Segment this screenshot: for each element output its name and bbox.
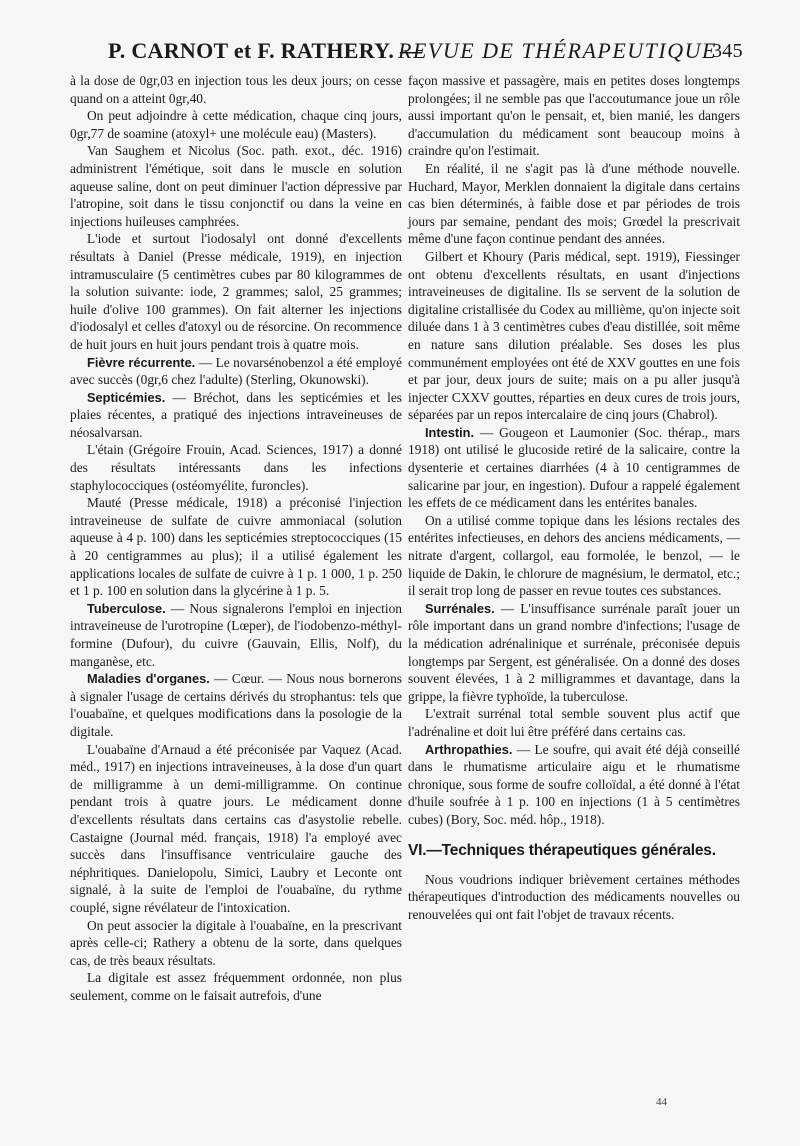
paragraph	[70, 600, 402, 670]
paragraph	[408, 72, 740, 160]
paragraph	[70, 354, 402, 389]
run-in-heading: Intestin.	[425, 424, 475, 440]
paragraph-text: On a utilisé comme topique dans les lésions rectales des entérites infectieuses, en dehors des anciens médicaments, — nitrate d'argent, collargol, eau formolée, le benzol, — le liquide de Dakin, le chlorure de magnésium, le dermatol, etc.; il serait trop long de passer en revue toutes ces substances.	[408, 512, 740, 599]
paragraph-text: — Nous signalerons l'emploi en injection intraveineuse de l'urotropine (Lœper), de l'iodobenzo-méthyl-formine (Dufour), du cuivre (Gauvain, Ellis, Nolf), du manganèse, etc.	[70, 600, 402, 669]
run-in-heading: Fièvre récurrente.	[87, 354, 196, 370]
paragraph	[408, 871, 740, 924]
paragraph-text: L'iode et surtout l'iodosalyl ont donné d'excellents résultats à Daniel (Presse médicale, 1919), en injection intramusculaire (5 centimètres cubes par 80 kilogrammes de la solution suivante: iode, 2 grammes; salol, 25 grammes; huile d'olive 100 grammes). On fait alterner les injections d'iodosalyl et celles d'atoxyl ou de résorcine. On recommence de huit jours en huit jours pendant trois à quatre mois.	[70, 231, 402, 352]
paragraph	[408, 741, 740, 829]
paragraph-text: En réalité, il ne s'agit pas là d'une méthode nouvelle. Huchard, Mayor, Merklen donnaient la digitale dans certains cas bien déterminés, à faible dose et par périodes de trois jours par semaine, pendant des mois; Grœdel la prescrivait même d'une façon continue pendant des années.	[408, 160, 740, 247]
paragraph-text: Van Saughem et Nicolus (Soc. path. exot., déc. 1916) administrent l'émétique, soit dans le muscle en solution aqueuse saline, dont on peut diminuer l'action dépressive par l'atropine, soit dans le tissu conjonctif ou dans la veine en injections huileuses camphrées.	[70, 143, 402, 229]
paragraph-text: La digitale est assez fréquemment ordonnée, non plus seulement, comme on le faisait autrefois, d'une	[70, 970, 402, 1003]
paragraph-text: à la dose de 0gr,03 en injection tous les deux jours; on cesse quand on a atteint 0gr,40.	[70, 73, 402, 106]
paragraph	[70, 917, 402, 970]
paragraph	[70, 441, 402, 494]
run-in-heading: Tuberculose.	[87, 600, 166, 616]
paragraph	[70, 670, 402, 740]
paragraph-text: L'ouabaïne d'Arnaud a été préconisée par Vaquez (Acad. méd., 1917) en injections intraveineuses, à la dose d'un quart de milligramme à un demi-milligramme. On continue pendant trois à quatre jours. Le médicament donne d'excellents résultats dans certains cas d'asystolie rebelle. Castaigne (Journal méd. français, 1918) l'a employé avec succès dans l'insuffisance ventriculaire gauche des néphritiques. Danielopolu, Simici, Laubry et Leconte ont signalé, à la suite de l'emploi de l'ouabaïne, du rythme couplé, signe révélateur de l'intoxication.	[70, 741, 402, 915]
paragraph-text: — Le novarsénobenzol a été employé avec succès (0gr,6 chez l'adulte) (Sterling, Okunowski).	[70, 354, 402, 388]
paragraph	[408, 160, 740, 248]
paragraph-text: On peut associer la digitale à l'ouabaïne, en la prescrivant après celle-ci; Rathery a obtenu de la sorte, dans quelques cas, de très beaux résultats.	[70, 917, 402, 968]
run-in-heading: Arthropathies.	[425, 741, 513, 757]
paragraph	[70, 230, 402, 353]
paragraph	[408, 705, 740, 740]
paragraph	[408, 248, 740, 424]
header-authors: P. CARNOT et F. RATHERY. —	[108, 38, 423, 63]
paragraph	[70, 72, 402, 107]
left-column	[70, 72, 402, 1004]
paragraph	[70, 107, 402, 142]
paragraph	[70, 142, 402, 230]
paragraph-text: L'étain (Grégoire Frouin, Acad. Sciences, 1917) a donné des résultats intéressants dans les infections staphylococciques (ostéomyélite, furoncles).	[70, 442, 402, 493]
run-in-heading: Maladies d'organes.	[87, 671, 210, 687]
page-number: 345	[712, 40, 743, 62]
paragraph-text: Nous voudrions indiquer brièvement certaines méthodes thérapeutiques d'introduction des médicaments nouvelles ou renouvelées qui ont fait l'objet de travaux récents.	[408, 871, 740, 922]
paragraph-text: façon massive et passagère, mais en petites doses longtemps prolongées; il ne semble pas que l'accoutumance joue un rôle aussi important qu'on le pensait, et, bien manié, les dangers d'accumulation du médicament sont beaucoup moins à craindre qu'on l'estimait.	[408, 73, 740, 159]
paragraph	[408, 512, 740, 600]
paragraph	[70, 389, 402, 442]
paragraph	[70, 969, 402, 1004]
paragraph-text: On peut adjoindre à cette médication, chaque cinq jours, 0gr,77 de soamine (atoxyl+ une molécule eau) (Masters).	[70, 108, 402, 141]
paragraph-text: — L'insuffisance surrénale paraît jouer un rôle important dans un grand nombre d'infections; l'usage de la médication adrénalinique et surrénale, préconisée depuis longtemps par Sergent, est généralisée. On a donné des doses souvent élevées, 1 à 2 milligrammes et davantage, dans la grippe, la fièvre typhoïde, la tuberculose.	[408, 600, 740, 704]
paragraph	[408, 424, 740, 512]
paragraph-text: — Bréchot, dans les septicémies et les plaies récentes, a pratiqué des injections intraveineuses de néosalvarsan.	[70, 389, 402, 440]
paragraph-text: L'extrait surrénal total semble souvent plus actif que l'adrénaline et doit lui être préféré dans certains cas.	[408, 706, 740, 739]
run-in-heading: Septicémies.	[87, 389, 166, 405]
paragraph	[70, 494, 402, 600]
printer-signature-mark: 44	[656, 1096, 667, 1108]
right-column	[408, 72, 740, 923]
paragraph	[408, 600, 740, 706]
header-journal-title: REVUE DE THÉRAPEUTIQUE	[398, 38, 717, 63]
run-in-heading: Surrénales.	[425, 600, 495, 616]
section-heading: VI.—Techniques thérapeutiques générales.	[408, 841, 716, 859]
paragraph	[70, 741, 402, 917]
paragraph-text: — Le soufre, qui avait été déjà conseillé dans le rhumatisme articulaire aigu et le rhumatisme chronique, sous forme de soufre colloïdal, a été donné à l'état d'huile soufrée à 1 p. 100 en injections (1 à 5 centimètres cubes) (Bory, Soc. méd. hôp., 1918).	[408, 741, 740, 827]
paragraph-text: Gilbert et Khoury (Paris médical, sept. 1919), Fiessinger ont obtenu d'excellents résultats, en usant d'injections intraveineuses de digitaline. Ils se servent de la solution de digitaline cristallisée du Codex au millième, qu'on injecte soit diluée dans 1 à 3 centimètres cubes d'eau distillée, soit même en nature sans dilution préalable. Ses doses les plus communément employées ont été de XXV gouttes en une fois et par jour, deux jours de suite; mais on a pu aller jusqu'à injecter CXXV gouttes, réparties en deux cures de trois jours, séparées par un repos intercalaire de cinq jours (Chabrol).	[408, 248, 740, 423]
paragraph-text: — Cœur. — Nous nous bornerons à signaler l'usage de certains dérivés du strophantus: tels que l'ouabaïne, et quelques modifications dans la posologie de la digitale.	[70, 671, 402, 739]
paragraph-text: Mauté (Presse médicale, 1918) a préconisé l'injection intraveineuse de sulfate de cuivre ammoniacal (solution aqueuse à 4 p. 100) dans les septicémies streptococciques (15 à 20 centigrammes au plus); il a utilisé également les applications locales de sulfate de cuivre à 1 p. 1 000, 1 p. 250 et 1 p. 100 en solution dans la glycérine à 1 p. 5.	[70, 495, 402, 599]
paragraph-text: — Gougeon et Laumonier (Soc. thérap., mars 1918) ont utilisé le glucoside retiré de la salicaire, contre la dysenterie et certaines diarrhées (4 à 10 centigrammes de salicarine par jour, en ingestion). Dufour a rappelé également les effets de ce médicament dans les entérites banales.	[408, 424, 740, 511]
